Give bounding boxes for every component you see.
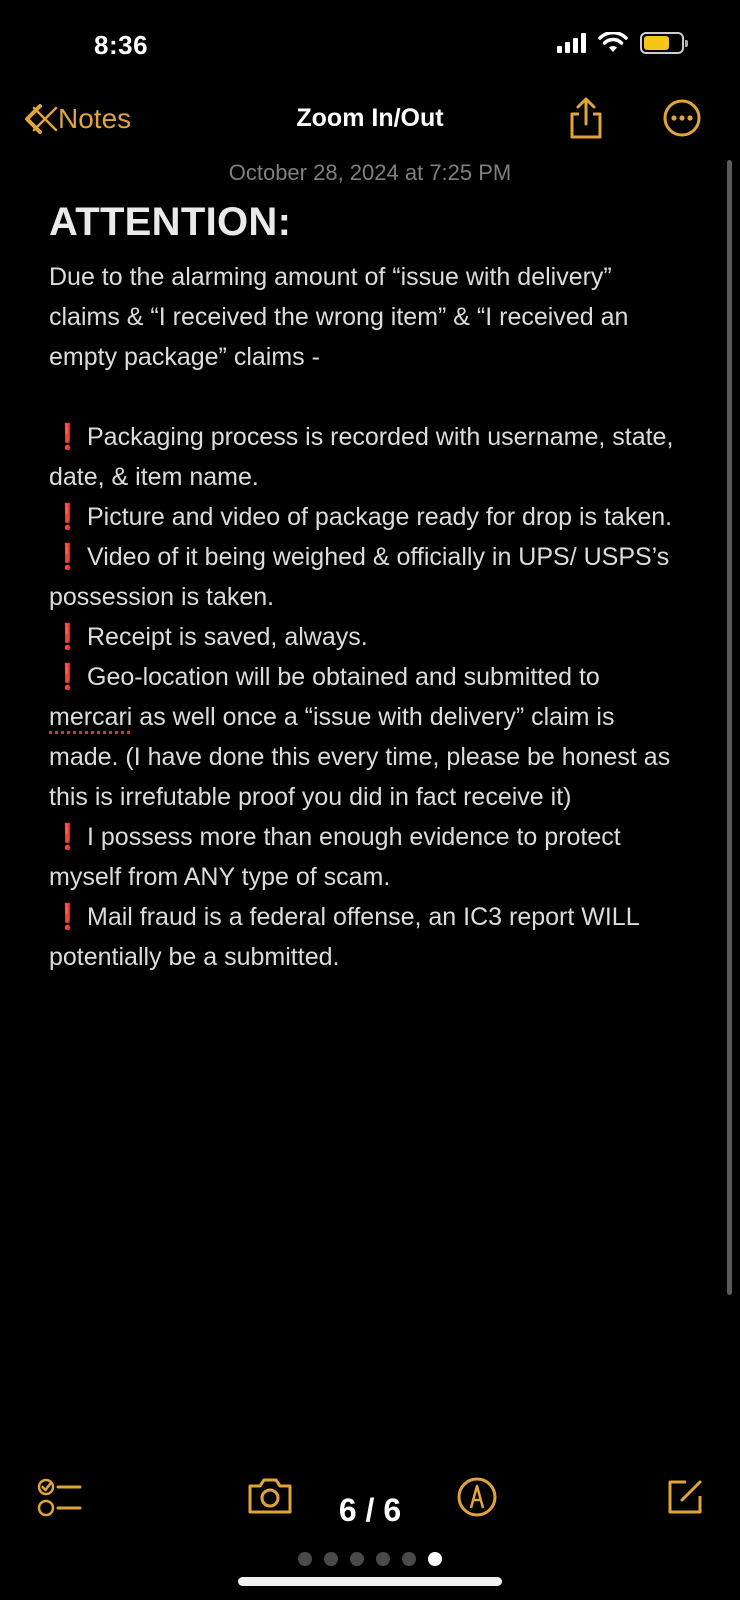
list-item <box>49 817 689 897</box>
page-indicator[interactable] <box>0 1552 740 1566</box>
list-item-text: Mail fraud is a federal offense, an IC3 report WILL potentially be a submitted. <box>49 903 639 971</box>
scrollbar[interactable] <box>727 160 732 1295</box>
note-date: October 28, 2024 at 7:25 PM <box>228 160 512 185</box>
share-icon[interactable] <box>566 96 606 140</box>
list-item-text: Geo-location will be obtained and submitted to <box>87 663 600 691</box>
status-time: 8:36 <box>94 30 149 60</box>
note-title: Zoom In/Out <box>296 104 444 132</box>
battery-icon <box>640 32 684 54</box>
page-dot-active[interactable] <box>428 1552 442 1566</box>
status-icons <box>557 32 684 54</box>
page-dot[interactable] <box>376 1552 390 1566</box>
list-item <box>49 537 689 617</box>
status-bar <box>0 0 740 90</box>
exclamation-icon: ❗ <box>52 623 84 651</box>
page-counter: 6 / 6 <box>338 1492 402 1528</box>
list-item-text: Picture and video of package ready for drop is taken. <box>87 503 673 531</box>
wifi-icon <box>598 32 628 54</box>
note-heading: ATTENTION: <box>49 200 292 244</box>
note-body[interactable] <box>49 200 689 977</box>
back-button-label: Notes <box>58 103 132 134</box>
list-item <box>49 497 689 537</box>
list-item <box>49 897 689 977</box>
list-item-text: as well once a “issue with delivery” claim is made. (I have done this every time, please be honest as this is irrefutable proof you did in fact receive it) <box>49 703 671 811</box>
list-item-text: Packaging process is recorded with username, state, date, & item name. <box>49 423 674 491</box>
nav-actions <box>566 96 702 140</box>
cellular-signal-icon <box>557 33 586 53</box>
exclamation-icon: ❗ <box>52 543 84 571</box>
exclamation-icon: ❗ <box>52 903 84 931</box>
page-dot[interactable] <box>324 1552 338 1566</box>
ellipsis-circle-icon[interactable] <box>662 98 702 138</box>
list-item-text: Video of it being weighed & officially in UPS/ USPS’s possession is taken. <box>49 543 670 611</box>
exclamation-icon: ❗ <box>52 423 84 451</box>
list-item-text: Receipt is saved, always. <box>87 623 368 651</box>
list-item <box>49 657 689 817</box>
list-item <box>49 417 689 497</box>
exclamation-icon: ❗ <box>52 823 84 851</box>
page-dot[interactable] <box>298 1552 312 1566</box>
navigation-bar <box>0 92 740 148</box>
list-item <box>49 617 689 657</box>
page-dot[interactable] <box>402 1552 416 1566</box>
note-intro: Due to the alarming amount of “issue with delivery” claims & “I received the wrong item” & “I received an empty package” claims - <box>49 263 629 371</box>
exclamation-icon: ❗ <box>52 503 84 531</box>
misspelled-word[interactable]: mercari <box>49 703 133 731</box>
list-item-text: I possess more than enough evidence to protect myself from ANY type of scam. <box>49 823 621 891</box>
home-indicator[interactable] <box>238 1577 502 1586</box>
exclamation-icon: ❗ <box>52 663 84 691</box>
page-dot[interactable] <box>350 1552 364 1566</box>
